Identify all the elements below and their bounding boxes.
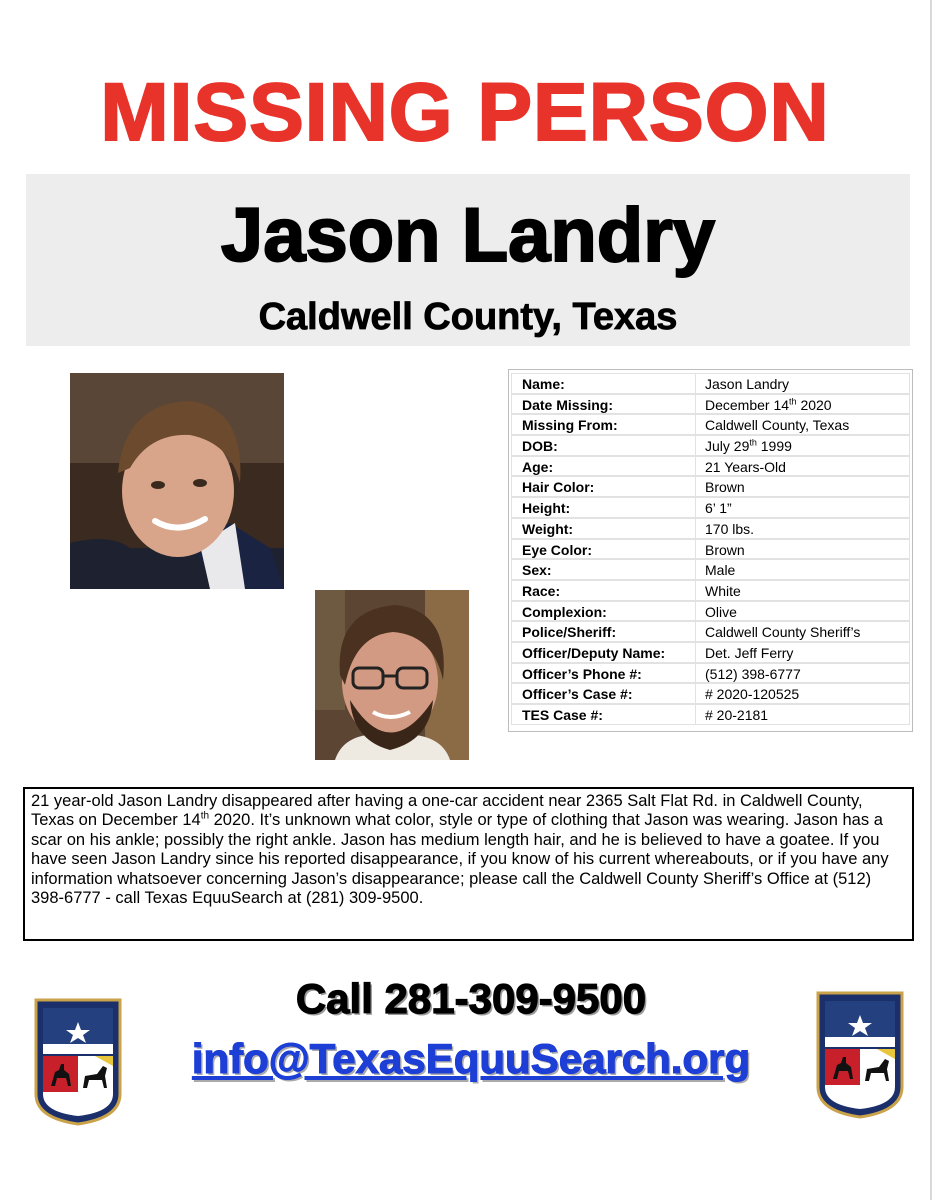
description-text: 21 year-old Jason Landry disappeared after having a one-car accident near 2365 Salt Flat Rd. in Caldwell County, Texas on December 14	[31, 792, 863, 830]
person-name: Jason Landry	[220, 193, 716, 278]
info-value: Brown	[695, 476, 910, 497]
info-value-sup: th	[789, 396, 797, 407]
info-value: 170 lbs.	[695, 518, 910, 539]
page-edge-line	[930, 0, 932, 1200]
info-label: Missing From:	[511, 414, 695, 435]
info-value	[695, 394, 910, 415]
description-text: 2020. It’s unknown what color, style or type of clothing that Jason was wearing. Jason has a scar on his ankle; possibly the right ankle. Jason has medium length hair, and he is believed to have a goatee. If you have seen Jason Landry since his reported disappearance, if you know of his current whereabouts, or if you have any information whatsoever concerning Jason’s disappearance; please call the Caldwell County Sheriff’s Office at (512) 398-6777 - call Texas EquuSearch at (281) 309-9500.	[31, 811, 889, 908]
info-label: Hair Color:	[511, 476, 695, 497]
info-label: Date Missing:	[511, 394, 695, 415]
call-number: Call 281-309-9500	[295, 975, 647, 1022]
info-value: Det. Jeff Ferry	[695, 642, 910, 663]
info-label: Name:	[511, 373, 695, 394]
headline: MISSING PERSON	[100, 67, 830, 158]
info-label: Weight:	[511, 518, 695, 539]
info-row-officer-case	[511, 683, 910, 704]
info-row-height	[511, 497, 910, 518]
info-value: # 2020-120525	[695, 683, 910, 704]
info-label: Sex:	[511, 559, 695, 580]
info-table	[508, 369, 913, 732]
info-row-police-sheriff	[511, 621, 910, 642]
info-row-complexion	[511, 601, 910, 622]
info-label: Officer/Deputy Name:	[511, 642, 695, 663]
info-value-part: July 29	[705, 438, 750, 455]
info-value: Jason Landry	[695, 373, 910, 394]
info-label: Officer’s Phone #:	[511, 663, 695, 684]
info-row-missing-from	[511, 414, 910, 435]
info-row-name	[511, 373, 910, 394]
info-label: TES Case #:	[511, 704, 695, 725]
info-row-eye-color	[511, 539, 910, 560]
info-row-weight	[511, 518, 910, 539]
info-value: Caldwell County, Texas	[695, 414, 910, 435]
info-row-dob	[511, 435, 910, 456]
info-value-sup: th	[749, 437, 757, 448]
info-label: Height:	[511, 497, 695, 518]
info-value: 6’ 1”	[695, 497, 910, 518]
info-row-age	[511, 456, 910, 477]
badge-logo-icon	[815, 987, 905, 1119]
info-value: Brown	[695, 539, 910, 560]
email-link[interactable]: info@TexasEquuSearch.org	[191, 1035, 751, 1082]
description-box	[23, 787, 914, 941]
info-value	[695, 435, 910, 456]
badge-logo-icon	[33, 994, 123, 1126]
info-value: 21 Years-Old	[695, 456, 910, 477]
info-value: Olive	[695, 601, 910, 622]
info-row-hair-color	[511, 476, 910, 497]
person-location: Caldwell County, Texas	[258, 296, 678, 338]
info-value: Caldwell County Sheriff’s	[695, 621, 910, 642]
info-value: # 20-2181	[695, 704, 910, 725]
info-value-part: 2020	[796, 396, 832, 413]
info-value: (512) 398-6777	[695, 663, 910, 684]
info-value: Male	[695, 559, 910, 580]
info-label: Eye Color:	[511, 539, 695, 560]
name-banner	[26, 174, 910, 346]
info-row-tes-case	[511, 704, 910, 725]
info-label: Police/Sheriff:	[511, 621, 695, 642]
info-row-race	[511, 580, 910, 601]
info-row-date-missing	[511, 394, 910, 415]
info-label: Race:	[511, 580, 695, 601]
info-label: Officer’s Case #:	[511, 683, 695, 704]
info-label: Complexion:	[511, 601, 695, 622]
info-row-sex	[511, 559, 910, 580]
info-value: White	[695, 580, 910, 601]
info-value-part: 1999	[756, 438, 792, 455]
info-row-officer-name	[511, 642, 910, 663]
info-value-part: December 14	[705, 396, 790, 413]
description-sup: th	[200, 810, 210, 822]
info-label: DOB:	[511, 435, 695, 456]
photo-2	[315, 590, 469, 760]
info-row-officer-phone	[511, 663, 910, 684]
photo-1	[70, 373, 284, 589]
info-label: Age:	[511, 456, 695, 477]
